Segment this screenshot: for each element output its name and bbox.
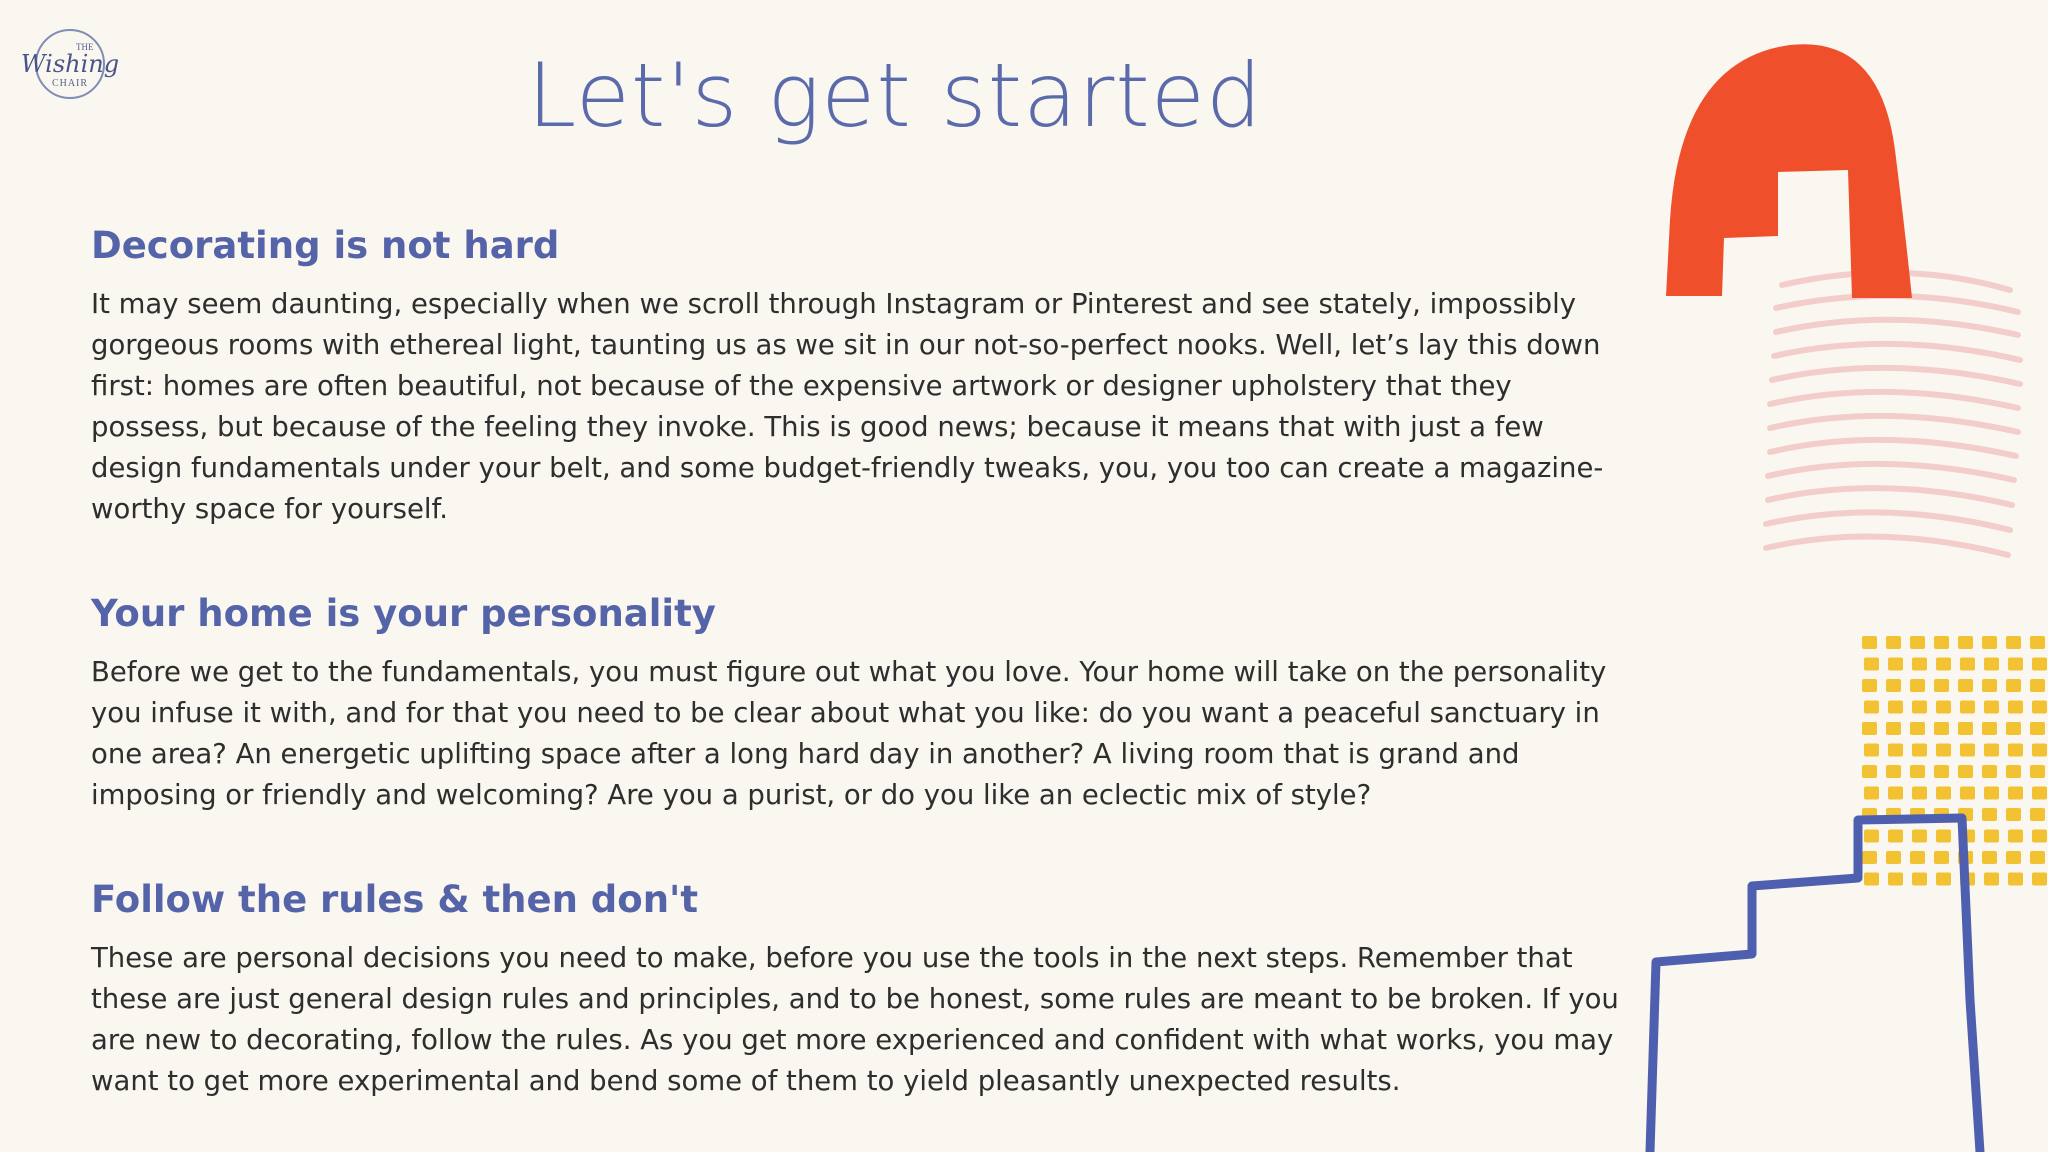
blue-steps: [1650, 818, 1980, 1152]
grid-cell: [1934, 765, 1949, 778]
grid-cell: [2030, 808, 2045, 821]
grid-cell: [1982, 808, 1997, 821]
grid-cell: [1984, 744, 1999, 757]
grid-cell: [2032, 787, 2047, 800]
grid-cell: [1862, 636, 1877, 649]
grid-cell: [2032, 744, 2047, 757]
grid-cell: [1984, 830, 1999, 843]
grid-cell: [2006, 722, 2021, 735]
grid-cell: [1936, 744, 1951, 757]
grid-cell: [2032, 658, 2047, 671]
grid-cell: [2032, 830, 2047, 843]
page-title: Let's get started: [527, 44, 1263, 147]
section-rules: [91, 878, 1631, 1102]
section-body: Before we get to the fundamentals, you must figure out what you love. Your home will take on the personality you infuse it with, and for that you need to be clear about what you like: do you want a peaceful sanctuary in one area? An energetic uplifting space after a long hard day in another? A living room that is grand and imposing or friendly and welcoming? Are you a purist, or do you like an eclectic mix of style?: [91, 656, 1607, 812]
grid-cell: [2006, 765, 2021, 778]
grid-cell: [1910, 808, 1925, 821]
section-body: It may seem daunting, especially when we scroll through Instagram or Pinterest and see stately, impossibly gorgeous rooms with ethereal light, taunting us as we sit in our not-so-perfect nooks. Well, let’s lay this down first: homes are often beautiful, not because of the expensive artwork or designer upholstery that they possess, but because of the feeling they invoke. This is good news; because it means that with just a few design fundamentals under your belt, and some budget-friendly tweaks, you, you too can create a magazine-worthy space for yourself.: [91, 288, 1604, 526]
grid-cell: [1864, 830, 1879, 843]
grid-cell: [1982, 851, 1997, 864]
grid-cell: [1888, 744, 1903, 757]
grid-cell: [2030, 636, 2045, 649]
grid-cell: [1888, 787, 1903, 800]
grid-cell: [1934, 808, 1949, 821]
grid-cell: [2006, 679, 2021, 692]
grid-cell: [1862, 765, 1877, 778]
grid-cell: [1910, 722, 1925, 735]
section-heading: Follow the rules & then don't: [91, 878, 699, 921]
grid-cell: [1958, 722, 1973, 735]
grid-cell: [1960, 787, 1975, 800]
grid-cell: [2008, 744, 2023, 757]
grid-cell: [1888, 658, 1903, 671]
grid-cell: [1886, 722, 1901, 735]
grid-cell: [2006, 851, 2021, 864]
grid-cell: [1958, 851, 1973, 864]
grid-cell: [1862, 851, 1877, 864]
logo-text-the: THE: [76, 42, 94, 52]
grid-cell: [1960, 830, 1975, 843]
grid-cell: [1960, 873, 1975, 886]
grid-cell: [1936, 701, 1951, 714]
grid-cell: [2008, 701, 2023, 714]
grid-cell: [1960, 701, 1975, 714]
grid-cell: [2008, 873, 2023, 886]
grid-cell: [2032, 873, 2047, 886]
grid-cell: [1982, 636, 1997, 649]
grid-cell: [1936, 830, 1951, 843]
grid-cell: [1888, 701, 1903, 714]
section-heading: Your home is your personality: [91, 592, 716, 635]
grid-cell: [1936, 658, 1951, 671]
grid-cell: [1984, 787, 1999, 800]
grid-cell: [1862, 679, 1877, 692]
grid-cell: [1910, 851, 1925, 864]
grid-cell: [1912, 701, 1927, 714]
grid-cell: [1864, 658, 1879, 671]
yellow-grid: [1862, 636, 2047, 886]
grid-cell: [1862, 808, 1877, 821]
grid-cell: [1958, 679, 1973, 692]
grid-cell: [1886, 851, 1901, 864]
grid-cell: [2030, 851, 2045, 864]
grid-cell: [2006, 636, 2021, 649]
grid-cell: [1982, 722, 1997, 735]
grid-cell: [1910, 765, 1925, 778]
grid-cell: [1958, 808, 1973, 821]
grid-cell: [1864, 744, 1879, 757]
logo-text-wishing: Wishing: [20, 50, 120, 78]
grid-cell: [1912, 830, 1927, 843]
grid-cell: [1886, 765, 1901, 778]
grid-cell: [1912, 787, 1927, 800]
grid-cell: [1934, 851, 1949, 864]
grid-cell: [1864, 787, 1879, 800]
grid-cell: [1886, 679, 1901, 692]
grid-cell: [1888, 830, 1903, 843]
logo-text-chair: CHAIR: [51, 78, 89, 89]
grid-cell: [1888, 873, 1903, 886]
grid-cell: [1960, 744, 1975, 757]
grid-cell: [1886, 808, 1901, 821]
grid-cell: [1984, 658, 1999, 671]
section-decorating: [91, 224, 1631, 530]
grid-cell: [2008, 830, 2023, 843]
grid-cell: [1984, 873, 1999, 886]
grid-cell: [2030, 679, 2045, 692]
grid-cell: [1984, 701, 1999, 714]
section-heading: Decorating is not hard: [91, 224, 560, 267]
grid-cell: [2030, 722, 2045, 735]
grid-cell: [1912, 744, 1927, 757]
grid-cell: [2006, 808, 2021, 821]
grid-cell: [1958, 636, 1973, 649]
grid-cell: [1910, 679, 1925, 692]
grid-cell: [1982, 765, 1997, 778]
grid-cell: [1862, 722, 1877, 735]
grid-cell: [1936, 787, 1951, 800]
grid-cell: [2008, 658, 2023, 671]
section-personality: [91, 592, 1631, 816]
grid-cell: [1912, 873, 1927, 886]
pink-stripes: [1766, 273, 2020, 555]
grid-cell: [1936, 873, 1951, 886]
grid-cell: [1934, 722, 1949, 735]
section-body: These are personal decisions you need to make, before you use the tools in the next steps. Remember that these are just general design rules and principles, and to be honest, some rules are meant to be broken. If you are new to decorating, follow the rules. As you get more experienced and confident with what works, you may want to get more experimental and bend some of them to yield pleasantly unexpected results.: [91, 942, 1619, 1098]
grid-cell: [2030, 765, 2045, 778]
grid-cell: [1864, 873, 1879, 886]
grid-cell: [1912, 658, 1927, 671]
grid-cell: [1864, 701, 1879, 714]
grid-cell: [1934, 679, 1949, 692]
grid-cell: [1960, 658, 1975, 671]
grid-cell: [1982, 679, 1997, 692]
grid-cell: [2032, 701, 2047, 714]
grid-cell: [1886, 636, 1901, 649]
grid-cell: [1934, 636, 1949, 649]
grid-cell: [2008, 787, 2023, 800]
grid-cell: [1958, 765, 1973, 778]
grid-cell: [1910, 636, 1925, 649]
